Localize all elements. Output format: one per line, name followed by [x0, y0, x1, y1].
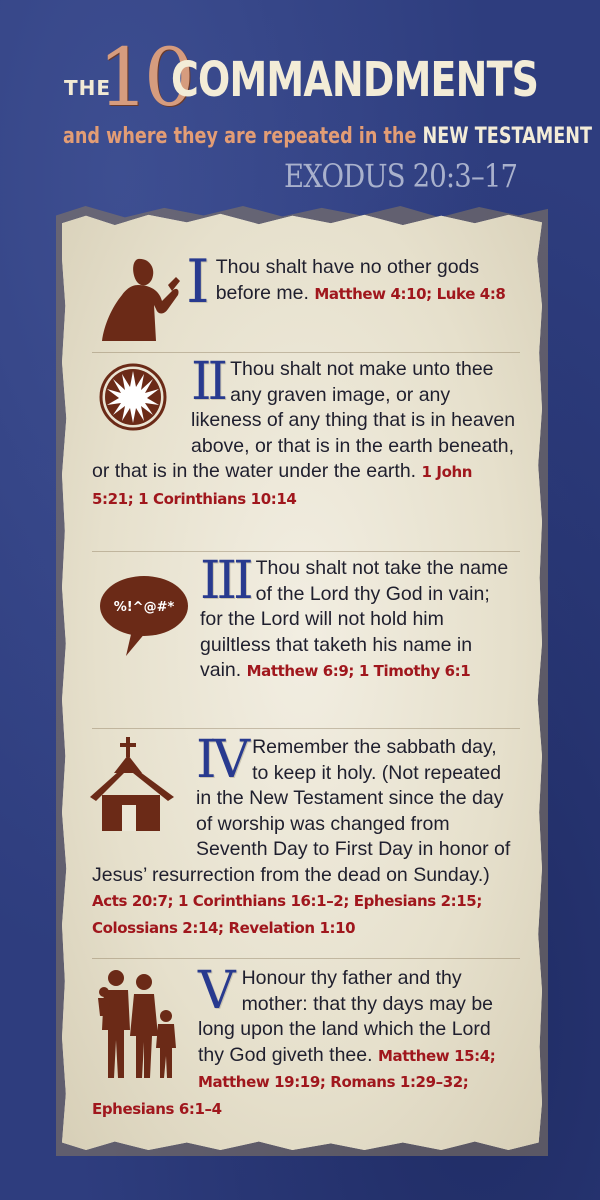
divider [92, 551, 520, 552]
commandment-1-refs: Matthew 4:10; Luke 4:8 [314, 284, 506, 303]
numeral-1: I [186, 247, 210, 317]
commandment-4 [92, 730, 516, 941]
divider [92, 728, 520, 729]
scripture-reference: EXODUS 20:3–17 [284, 157, 518, 195]
numeral-2: II [191, 352, 225, 412]
commandment-5 [92, 961, 516, 1122]
commandment-3-refs: Matthew 6:9; 1 Timothy 6:1 [246, 662, 471, 680]
title-the: THE [64, 76, 112, 100]
commandment-1-text: Thou shalt have no other gods before me. [215, 256, 480, 304]
subtitle-new-testament: NEW TESTAMENT [422, 124, 593, 149]
commandment-2-refs: 1 John 5:21; 1 Corinthians 10:14 [92, 463, 473, 508]
subtitle-lead: and where they are repeated in the [63, 124, 423, 149]
commandment-2-text: Thou shalt not make unto thee any graven image, or any likeness of any thing that is in heaven above, or that is in the earth beneath, or that is in the water under the earth. [92, 358, 516, 482]
numeral-5: V [198, 961, 236, 1021]
church-icon [88, 735, 192, 839]
numeral-3: III [200, 551, 250, 611]
speech-bubble-icon [96, 566, 200, 676]
commandment-4-text: Remember the sabbath day, to keep it holy. (Not repeated in the New Testament since the day of worship was changed from Seventh Day to First Day in honor of Jesus’ resurrection from the dead on Sunday.) [92, 736, 511, 886]
commandment-2 [92, 352, 516, 512]
praying-man-icon [98, 255, 186, 347]
title-ten: 10 [98, 31, 190, 124]
speech-bubble-text: %!^@#* [113, 600, 175, 615]
title-commandments: COMMANDMENTS [171, 52, 539, 108]
commandment-5-refs: Matthew 15:4; Matthew 19:19; Romans 1:29–32; Ephesians 6:1–4 [92, 1046, 496, 1118]
commandment-4-refs: Acts 20:7; 1 Corinthians 16:1–2; Ephesians 2:15; Colossians 2:14; Revelation 1:10 [92, 892, 482, 937]
numeral-4: IV [196, 730, 247, 790]
commandment-1 [92, 247, 516, 347]
family-icon [94, 966, 190, 1090]
divider [92, 352, 520, 353]
starburst-icon [99, 363, 179, 435]
subtitle [63, 124, 592, 149]
divider [92, 958, 520, 959]
commandment-3-text: Thou shalt not take the name of the Lord thy God in vain; for the Lord will not hold him guiltless that taketh his name in vain. [200, 557, 509, 681]
commandment-3 [92, 551, 516, 685]
header [0, 0, 600, 205]
commandment-5-text: Honour thy father and thy mother: that thy days may be long upon the land which the Lord thy God giveth thee. [198, 967, 494, 1066]
